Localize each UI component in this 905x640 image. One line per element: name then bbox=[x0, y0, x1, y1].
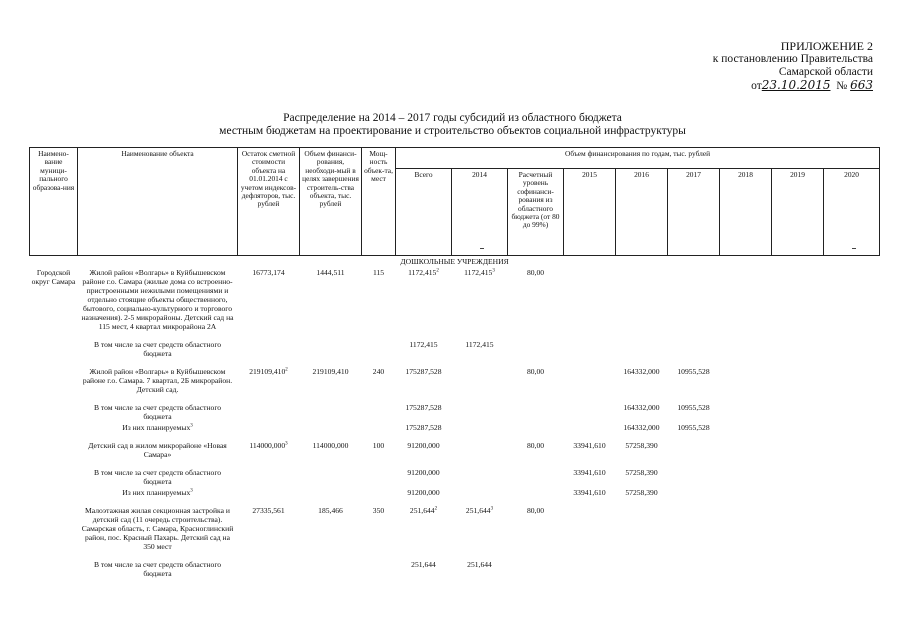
header-2015: 2015 bbox=[564, 169, 616, 256]
cell-total bbox=[396, 559, 452, 579]
cell-y2015 bbox=[564, 339, 616, 359]
cell-capacity bbox=[362, 440, 396, 460]
cell-y2020 bbox=[824, 402, 880, 422]
row-spacer-cell bbox=[30, 433, 880, 440]
cell-y2019 bbox=[772, 422, 824, 433]
cell-y2020 bbox=[824, 559, 880, 579]
cell-y2018 bbox=[720, 559, 772, 579]
cell-y2020 bbox=[824, 467, 880, 487]
cell-y2018 bbox=[720, 267, 772, 332]
cell-y2017 bbox=[668, 366, 720, 395]
cell-y2016 bbox=[616, 487, 668, 498]
cell-y2018 bbox=[720, 402, 772, 422]
cell-value: 114000,000 bbox=[249, 441, 286, 450]
cell-y2016 bbox=[616, 366, 668, 395]
title-line-2: местным бюджетам на проектирование и строительство объектов социальной инфраструктуры bbox=[219, 125, 686, 137]
row-spacer bbox=[30, 332, 880, 339]
cell-volume bbox=[300, 487, 362, 498]
cell-remaining bbox=[238, 467, 300, 487]
table-row bbox=[30, 487, 880, 498]
header-2016: 2016 bbox=[616, 169, 668, 256]
table-row bbox=[30, 505, 880, 552]
cell-municipality bbox=[30, 559, 78, 579]
cell-total bbox=[396, 339, 452, 359]
cell-y2020 bbox=[824, 339, 880, 359]
cell-remaining bbox=[238, 440, 300, 460]
date-prefix: от bbox=[751, 80, 762, 92]
cell-y2015 bbox=[564, 422, 616, 433]
cell-capacity bbox=[362, 559, 396, 579]
row-spacer-cell bbox=[30, 332, 880, 339]
footnote-mark: 3 bbox=[190, 488, 193, 494]
object-name-text: В том числе за счет средств областного бюджета bbox=[93, 340, 222, 358]
cell-value: 16773,174 bbox=[252, 268, 285, 277]
cell-value: 91200,000 bbox=[407, 488, 440, 497]
cell-municipality bbox=[30, 402, 78, 422]
date-value: 23.10.2015 bbox=[761, 78, 831, 92]
cell-capacity bbox=[362, 339, 396, 359]
cell-rate bbox=[508, 267, 564, 332]
cell-y2014 bbox=[452, 505, 508, 552]
cell-y2019 bbox=[772, 505, 824, 552]
cell-volume bbox=[300, 467, 362, 487]
cell-y2015 bbox=[564, 366, 616, 395]
cell-total bbox=[396, 467, 452, 487]
cell-value: 164332,000 bbox=[623, 403, 660, 412]
cell-value: 1172,415 bbox=[465, 340, 494, 349]
cell-value: 1444,511 bbox=[316, 268, 345, 277]
section-title: ДОШКОЛЬНЫЕ УЧРЕЖДЕНИЯ bbox=[400, 257, 509, 266]
cell-y2015 bbox=[564, 402, 616, 422]
cell-remaining bbox=[238, 339, 300, 359]
cell-volume bbox=[300, 440, 362, 460]
cell-y2018 bbox=[720, 467, 772, 487]
cell-y2014 bbox=[452, 440, 508, 460]
cell-y2019 bbox=[772, 440, 824, 460]
cell-value: 91200,000 bbox=[407, 468, 440, 477]
cell-object-name bbox=[78, 366, 238, 395]
cell-y2019 bbox=[772, 559, 824, 579]
cell-y2016 bbox=[616, 505, 668, 552]
row-spacer bbox=[30, 359, 880, 366]
cell-total bbox=[396, 267, 452, 332]
cell-municipality bbox=[30, 422, 78, 433]
cell-y2015 bbox=[564, 440, 616, 460]
header-2014 bbox=[452, 169, 508, 256]
cell-value: 1172,415 bbox=[408, 268, 437, 277]
cell-volume bbox=[300, 402, 362, 422]
cell-y2017 bbox=[668, 505, 720, 552]
cell-y2018 bbox=[720, 505, 772, 552]
cell-remaining bbox=[238, 267, 300, 332]
cell-object-name bbox=[78, 467, 238, 487]
table-row bbox=[30, 366, 880, 395]
header-total: Всего bbox=[396, 169, 452, 256]
number-value: 663 bbox=[850, 78, 873, 92]
cell-y2017 bbox=[668, 339, 720, 359]
header-2018: 2018 bbox=[720, 169, 772, 256]
object-name-text: Жилой район «Волгарь» в Куйбышевском районе г.о. Самара. 7 квартал, 2Б микрорайон. Детский сад. bbox=[82, 367, 233, 394]
cell-y2019 bbox=[772, 402, 824, 422]
cell-y2019 bbox=[772, 467, 824, 487]
cell-y2014 bbox=[452, 402, 508, 422]
cell-value: 33941,610 bbox=[573, 468, 606, 477]
cell-value: 175287,528 bbox=[405, 403, 442, 412]
cell-value: 115 bbox=[372, 268, 385, 277]
cell-y2014 bbox=[452, 487, 508, 498]
footnote-mark: 2 bbox=[434, 506, 438, 512]
subsidy-table bbox=[29, 147, 880, 579]
cell-rate bbox=[508, 467, 564, 487]
cell-y2019 bbox=[772, 267, 824, 332]
cell-volume bbox=[300, 505, 362, 552]
cell-municipality bbox=[30, 487, 78, 498]
cell-y2017 bbox=[668, 267, 720, 332]
cell-volume bbox=[300, 339, 362, 359]
number-prefix: № bbox=[836, 80, 848, 92]
cell-municipality bbox=[30, 467, 78, 487]
object-name-text: В том числе за счет средств областного бюджета bbox=[93, 468, 222, 486]
cell-municipality bbox=[30, 440, 78, 460]
cell-rate bbox=[508, 339, 564, 359]
table-row bbox=[30, 267, 880, 332]
header-volume: Объем финанси-рования, необходи-мый в целях завершения строитель-ства объекта, тыс. рублей bbox=[300, 148, 362, 256]
cell-y2018 bbox=[720, 339, 772, 359]
table-row bbox=[30, 440, 880, 460]
cell-y2014 bbox=[452, 366, 508, 395]
row-spacer-cell bbox=[30, 498, 880, 505]
cell-value: 10955,528 bbox=[677, 403, 710, 412]
cell-y2016 bbox=[616, 339, 668, 359]
cell-y2015 bbox=[564, 467, 616, 487]
cell-y2018 bbox=[720, 487, 772, 498]
cell-value: 350 bbox=[372, 506, 385, 515]
object-name-text: Из них планируемых bbox=[122, 423, 191, 432]
cell-value: 80,00 bbox=[526, 441, 545, 450]
cell-y2016 bbox=[616, 402, 668, 422]
cell-object-name bbox=[78, 267, 238, 332]
cell-y2017 bbox=[668, 402, 720, 422]
document-title bbox=[0, 112, 905, 138]
cell-volume bbox=[300, 366, 362, 395]
cell-value: 219109,410 bbox=[249, 367, 286, 376]
row-spacer bbox=[30, 433, 880, 440]
cell-total bbox=[396, 440, 452, 460]
cell-y2017 bbox=[668, 440, 720, 460]
cell-value: 80,00 bbox=[526, 367, 545, 376]
object-name-text: Детский сад в жилом микрорайоне «Новая Самара» bbox=[88, 441, 227, 459]
object-name-text: В том числе за счет средств областного бюджета bbox=[93, 560, 222, 578]
cell-value: 10955,528 bbox=[677, 423, 710, 432]
row-spacer bbox=[30, 498, 880, 505]
cell-capacity bbox=[362, 366, 396, 395]
cell-y2020 bbox=[824, 267, 880, 332]
cell-y2020 bbox=[824, 487, 880, 498]
object-name-text: Из них планируемых bbox=[122, 488, 191, 497]
cell-value: 27335,561 bbox=[252, 506, 285, 515]
header-municipality: Наимено-вание муници-пального образова-ния bbox=[30, 148, 78, 256]
cell-value: 57258,390 bbox=[625, 441, 658, 450]
cell-total bbox=[396, 366, 452, 395]
row-spacer-cell bbox=[30, 460, 880, 467]
footnote-mark: 3 bbox=[285, 441, 288, 447]
appendix-resolution-line: к постановлению Правительства bbox=[712, 53, 873, 65]
cell-y2016 bbox=[616, 467, 668, 487]
cell-total bbox=[396, 422, 452, 433]
cell-y2017 bbox=[668, 467, 720, 487]
cell-y2016 bbox=[616, 422, 668, 433]
cell-object-name bbox=[78, 487, 238, 498]
appendix-region-line: Самарской области bbox=[778, 66, 873, 78]
table-body bbox=[30, 256, 880, 580]
footnote-mark: 3 bbox=[492, 268, 495, 274]
cell-y2015 bbox=[564, 487, 616, 498]
cell-value: 57258,390 bbox=[625, 488, 658, 497]
cell-value: 1172,415 bbox=[409, 340, 438, 349]
cell-value: 114000,000 bbox=[312, 441, 349, 450]
cell-value: 33941,610 bbox=[573, 488, 606, 497]
table-row bbox=[30, 422, 880, 433]
row-spacer bbox=[30, 460, 880, 467]
object-name-text: Жилой район «Волгарь» в Куйбышевском районе г.о. Самара (жилые дома со встроенно-пристроенными нежилыми помещениями и отдельно стоящие объекты общественного, бытового, социально-культурного и торгового назначения). 2-5 микрорайоны. Детский сад на 115 мест, 4 квартал микрорайона 2А bbox=[81, 268, 234, 331]
row-spacer bbox=[30, 552, 880, 559]
cell-value: 251,644 bbox=[411, 560, 436, 569]
appendix-label: ПРИЛОЖЕНИЕ 2 bbox=[780, 39, 873, 53]
cell-volume bbox=[300, 422, 362, 433]
cell-capacity bbox=[362, 267, 396, 332]
cell-object-name bbox=[78, 422, 238, 433]
cell-value: 164332,000 bbox=[623, 367, 660, 376]
row-spacer-cell bbox=[30, 552, 880, 559]
cell-value: 164332,000 bbox=[623, 423, 660, 432]
cell-y2018 bbox=[720, 366, 772, 395]
cell-rate bbox=[508, 440, 564, 460]
cell-rate bbox=[508, 366, 564, 395]
cell-object-name bbox=[78, 505, 238, 552]
table-row bbox=[30, 402, 880, 422]
footnote-mark: 2 bbox=[285, 367, 288, 373]
cell-value: 80,00 bbox=[526, 506, 545, 515]
object-name-text: В том числе за счет средств областного бюджета bbox=[93, 403, 222, 421]
cell-y2015 bbox=[564, 505, 616, 552]
cell-remaining bbox=[238, 366, 300, 395]
cell-value: 91200,000 bbox=[407, 441, 440, 450]
header-2020 bbox=[824, 169, 880, 256]
cell-object-name bbox=[78, 339, 238, 359]
cell-y2018 bbox=[720, 422, 772, 433]
header-capacity: Мощ-ность объек-та, мест bbox=[362, 148, 396, 256]
cell-municipality bbox=[30, 505, 78, 552]
cell-y2019 bbox=[772, 487, 824, 498]
cell-value: 251,644 bbox=[465, 506, 491, 515]
cell-value: 251,644 bbox=[409, 506, 435, 515]
cell-y2014 bbox=[452, 467, 508, 487]
cell-y2016 bbox=[616, 559, 668, 579]
cell-object-name bbox=[78, 559, 238, 579]
cell-value: 57258,390 bbox=[625, 468, 658, 477]
header-rate: Расчетный уровень софинанси-рования из областного бюджета (от 80 до 99%) bbox=[508, 169, 564, 256]
object-name-text: Малоэтажная жилая секционная застройка и детский сад (11 очередь строительства). Самарская область, г. Самара, Красноглинский район, пос. Красный Пахарь. Детский сад на 350 мест bbox=[81, 506, 234, 551]
scan-mark bbox=[852, 248, 856, 249]
cell-y2020 bbox=[824, 505, 880, 552]
cell-rate bbox=[508, 559, 564, 579]
cell-y2014 bbox=[452, 559, 508, 579]
cell-total bbox=[396, 402, 452, 422]
cell-remaining bbox=[238, 402, 300, 422]
cell-value: 175287,528 bbox=[405, 423, 442, 432]
title-line-1: Распределение на 2014 – 2017 годы субсидий из областного бюджета bbox=[283, 112, 622, 124]
cell-total bbox=[396, 487, 452, 498]
scan-mark bbox=[480, 248, 484, 249]
appendix-block bbox=[643, 40, 873, 93]
appendix-date-line bbox=[751, 79, 873, 93]
table-row bbox=[30, 339, 880, 359]
header-2020-label: 2020 bbox=[844, 170, 859, 179]
header-2017: 2017 bbox=[668, 169, 720, 256]
cell-value: 80,00 bbox=[526, 268, 545, 277]
cell-value: 185,466 bbox=[318, 506, 343, 515]
table-row bbox=[30, 467, 880, 487]
cell-value: 33941,610 bbox=[573, 441, 606, 450]
section-row bbox=[30, 256, 880, 268]
header-remaining: Остаток сметной стоимости объекта на 01.01.2014 с учетом индексов-дефляторов, тыс. рублей bbox=[238, 148, 300, 256]
cell-capacity bbox=[362, 487, 396, 498]
footnote-mark: 3 bbox=[190, 423, 193, 429]
cell-volume bbox=[300, 267, 362, 332]
cell-remaining bbox=[238, 559, 300, 579]
cell-total bbox=[396, 505, 452, 552]
cell-remaining bbox=[238, 422, 300, 433]
cell-value: 175287,528 bbox=[405, 367, 442, 376]
cell-remaining bbox=[238, 487, 300, 498]
cell-y2020 bbox=[824, 440, 880, 460]
cell-value: 219109,410 bbox=[312, 367, 349, 376]
header-2014-label: 2014 bbox=[472, 170, 487, 179]
cell-capacity bbox=[362, 505, 396, 552]
cell-value: 240 bbox=[372, 367, 385, 376]
cell-y2019 bbox=[772, 339, 824, 359]
header-object: Наименование объекта bbox=[78, 148, 238, 256]
header-financing-group: Объем финансирования по годам, тыс. рублей bbox=[396, 148, 880, 169]
cell-object-name bbox=[78, 440, 238, 460]
cell-remaining bbox=[238, 505, 300, 552]
cell-y2014 bbox=[452, 267, 508, 332]
cell-y2015 bbox=[564, 559, 616, 579]
cell-y2017 bbox=[668, 487, 720, 498]
table-row bbox=[30, 559, 880, 579]
cell-rate bbox=[508, 422, 564, 433]
cell-capacity bbox=[362, 422, 396, 433]
cell-value: 10955,528 bbox=[677, 367, 710, 376]
cell-y2015 bbox=[564, 267, 616, 332]
cell-rate bbox=[508, 402, 564, 422]
row-spacer bbox=[30, 395, 880, 402]
cell-value: 251,644 bbox=[467, 560, 492, 569]
row-spacer-cell bbox=[30, 359, 880, 366]
cell-rate bbox=[508, 487, 564, 498]
cell-capacity bbox=[362, 467, 396, 487]
footnote-mark: 3 bbox=[490, 506, 494, 512]
header-2019: 2019 bbox=[772, 169, 824, 256]
cell-object-name bbox=[78, 402, 238, 422]
cell-municipality: Городской округ Самара bbox=[31, 268, 76, 286]
cell-municipality bbox=[30, 339, 78, 359]
cell-value: 1172,415 bbox=[464, 268, 493, 277]
cell-y2019 bbox=[772, 366, 824, 395]
cell-municipality bbox=[30, 366, 78, 395]
cell-y2016 bbox=[616, 267, 668, 332]
cell-y2014 bbox=[452, 422, 508, 433]
cell-y2016 bbox=[616, 440, 668, 460]
footnote-mark: 2 bbox=[436, 268, 439, 274]
cell-rate bbox=[508, 505, 564, 552]
cell-y2017 bbox=[668, 559, 720, 579]
cell-y2020 bbox=[824, 422, 880, 433]
cell-value: 100 bbox=[372, 441, 385, 450]
row-spacer-cell bbox=[30, 395, 880, 402]
cell-capacity bbox=[362, 402, 396, 422]
cell-y2017 bbox=[668, 422, 720, 433]
cell-y2020 bbox=[824, 366, 880, 395]
cell-y2018 bbox=[720, 440, 772, 460]
cell-volume bbox=[300, 559, 362, 579]
cell-y2014 bbox=[452, 339, 508, 359]
